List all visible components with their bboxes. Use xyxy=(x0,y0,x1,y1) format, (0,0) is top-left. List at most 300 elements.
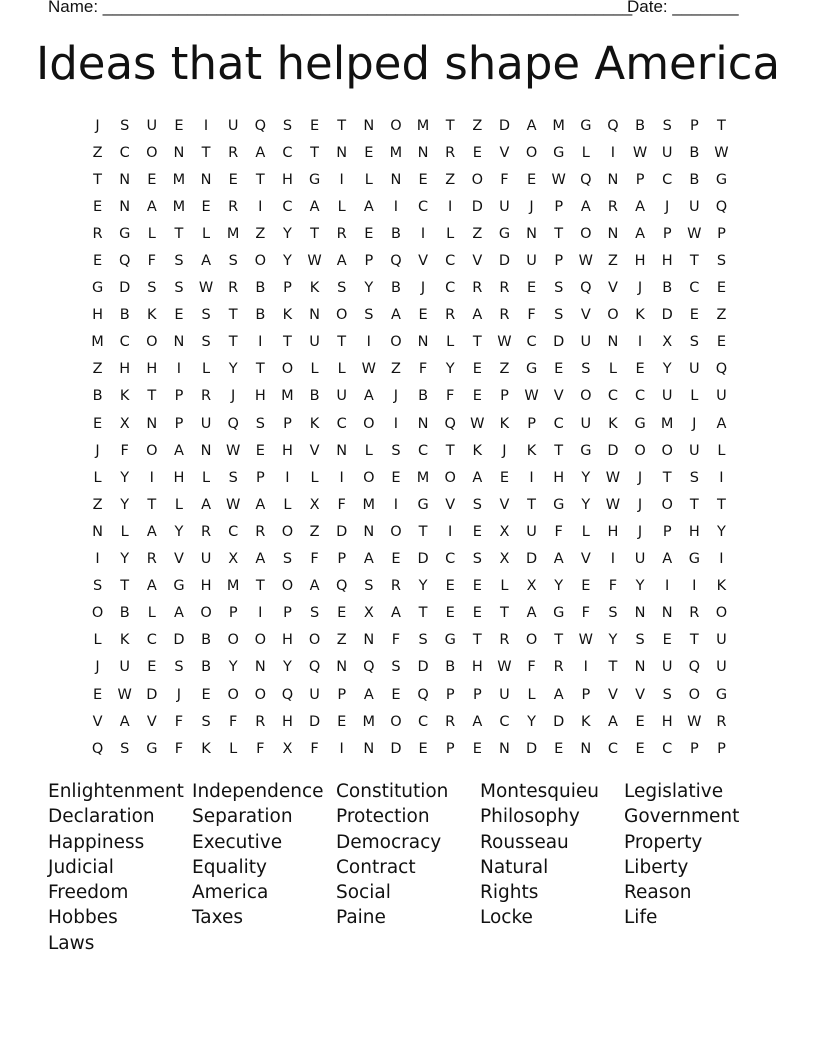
grid-letter[interactable]: N xyxy=(417,144,429,161)
grid-letter[interactable]: Q xyxy=(91,740,104,757)
grid-letter[interactable]: G xyxy=(146,740,158,757)
grid-letter[interactable]: G xyxy=(715,171,728,188)
grid-letter[interactable]: E xyxy=(472,740,482,757)
grid-letter[interactable]: N xyxy=(417,334,429,351)
grid-letter[interactable]: W xyxy=(714,144,729,161)
grid-letter[interactable]: Y xyxy=(608,632,618,649)
grid-letter[interactable]: W xyxy=(578,253,593,270)
grid-letter[interactable]: X xyxy=(499,523,510,540)
grid-letter[interactable]: O xyxy=(634,442,646,459)
grid-letter[interactable]: T xyxy=(554,632,564,649)
grid-letter[interactable]: P xyxy=(337,686,347,703)
grid-letter[interactable]: I xyxy=(258,198,263,215)
grid-letter[interactable]: L xyxy=(202,469,211,486)
grid-letter[interactable]: Y xyxy=(527,713,536,730)
grid-letter[interactable]: T xyxy=(472,632,482,649)
grid-letter[interactable]: C xyxy=(119,144,130,161)
grid-letter[interactable]: H xyxy=(471,659,483,676)
grid-letter[interactable]: X xyxy=(526,578,537,595)
grid-letter[interactable]: H xyxy=(661,253,673,270)
grid-letter[interactable]: A xyxy=(553,551,564,568)
grid-letter[interactable]: G xyxy=(444,632,456,649)
grid-letter[interactable]: J xyxy=(637,280,643,297)
grid-letter[interactable]: O xyxy=(525,144,538,161)
grid-letter[interactable]: L xyxy=(581,523,590,540)
grid-letter[interactable]: E xyxy=(689,307,699,324)
date-field[interactable]: Date: _______ xyxy=(627,0,739,16)
grid-letter[interactable]: N xyxy=(390,171,402,188)
grid-letter[interactable]: A xyxy=(309,198,320,215)
grid-letter[interactable]: C xyxy=(662,171,673,188)
grid-letter[interactable]: X xyxy=(363,605,374,622)
grid-letter[interactable]: R xyxy=(255,523,266,540)
grid-letter[interactable]: R xyxy=(689,605,700,622)
grid-letter[interactable]: U xyxy=(309,686,320,703)
grid-letter[interactable]: A xyxy=(472,713,483,730)
grid-letter[interactable]: J xyxy=(665,198,670,215)
grid-letter[interactable]: N xyxy=(607,171,619,188)
grid-letter[interactable]: E xyxy=(255,442,265,459)
grid-letter[interactable]: G xyxy=(688,551,700,568)
grid-letter[interactable]: O xyxy=(607,307,619,324)
grid-letter[interactable]: R xyxy=(92,225,103,242)
grid-letter[interactable]: P xyxy=(337,551,347,568)
grid-letter[interactable]: T xyxy=(283,334,292,351)
grid-letter[interactable]: P xyxy=(364,253,374,270)
grid-letter[interactable]: B xyxy=(201,632,212,649)
grid-letter[interactable]: E xyxy=(391,551,401,568)
grid-letter[interactable]: J xyxy=(692,415,697,432)
grid-letter[interactable]: U xyxy=(580,334,592,351)
grid-letter[interactable]: B xyxy=(390,225,401,242)
grid-letter[interactable]: C xyxy=(146,632,157,649)
grid-letter[interactable]: S xyxy=(364,578,374,595)
grid-letter[interactable]: E xyxy=(445,578,455,595)
grid-letter[interactable]: S xyxy=(608,605,618,622)
grid-letter[interactable]: J xyxy=(529,198,534,215)
grid-letter[interactable]: O xyxy=(146,334,158,351)
grid-letter[interactable]: O xyxy=(254,686,267,703)
grid-letter[interactable]: E xyxy=(635,361,645,378)
grid-letter[interactable]: P xyxy=(662,523,672,540)
grid-letter[interactable]: W xyxy=(632,144,648,161)
grid-letter[interactable]: W xyxy=(497,659,512,676)
grid-letter[interactable]: A xyxy=(309,578,320,595)
grid-letter[interactable]: V xyxy=(499,496,510,513)
grid-letter[interactable]: S xyxy=(337,280,347,297)
grid-letter[interactable]: T xyxy=(662,469,672,486)
grid-letter[interactable]: R xyxy=(445,307,456,324)
grid-letter[interactable]: S xyxy=(554,307,564,324)
grid-letter[interactable]: E xyxy=(92,198,103,215)
grid-letter[interactable]: O xyxy=(715,605,728,622)
grid-letter[interactable]: E xyxy=(364,225,374,242)
grid-letter[interactable]: W xyxy=(497,334,512,351)
grid-letter[interactable]: C xyxy=(445,551,456,568)
grid-letter[interactable]: L xyxy=(310,361,319,378)
grid-letter[interactable]: T xyxy=(689,632,699,649)
grid-letter[interactable]: Z xyxy=(336,632,347,649)
grid-letter[interactable]: C xyxy=(282,144,293,161)
grid-letter[interactable]: N xyxy=(363,117,375,134)
grid-letter[interactable]: Y xyxy=(120,551,130,568)
grid-letter[interactable]: V xyxy=(309,442,320,459)
grid-letter[interactable]: O xyxy=(661,442,673,459)
grid-letter[interactable]: P xyxy=(662,225,672,242)
grid-letter[interactable]: O xyxy=(444,469,456,486)
grid-letter[interactable]: H xyxy=(92,307,104,324)
grid-letter[interactable]: E xyxy=(418,307,428,324)
grid-letter[interactable]: E xyxy=(418,171,428,188)
grid-letter[interactable]: X xyxy=(119,415,130,432)
grid-letter[interactable]: E xyxy=(472,361,482,378)
grid-letter[interactable]: S xyxy=(201,307,211,324)
grid-letter[interactable]: L xyxy=(581,144,590,161)
grid-letter[interactable]: R xyxy=(445,144,456,161)
grid-letter[interactable]: T xyxy=(337,334,347,351)
grid-letter[interactable]: U xyxy=(689,361,700,378)
grid-letter[interactable]: Q xyxy=(227,415,239,432)
grid-letter[interactable]: N xyxy=(336,144,348,161)
grid-letter[interactable]: S xyxy=(120,740,130,757)
grid-letter[interactable]: G xyxy=(91,280,104,297)
grid-letter[interactable]: W xyxy=(687,713,702,730)
grid-letter[interactable]: O xyxy=(661,496,673,513)
grid-letter[interactable]: R xyxy=(499,307,510,324)
grid-letter[interactable]: O xyxy=(580,388,592,405)
grid-letter[interactable]: E xyxy=(472,605,482,622)
grid-letter[interactable]: G xyxy=(553,605,565,622)
grid-letter[interactable]: Q xyxy=(607,117,619,134)
grid-letter[interactable]: N xyxy=(200,171,212,188)
grid-letter[interactable]: A xyxy=(526,117,537,134)
grid-letter[interactable]: N xyxy=(363,740,375,757)
grid-letter[interactable]: F xyxy=(391,632,401,649)
grid-letter[interactable]: B xyxy=(689,171,700,188)
grid-letter[interactable]: S xyxy=(174,253,184,270)
grid-letter[interactable]: L xyxy=(446,225,455,242)
grid-letter[interactable]: E xyxy=(499,469,510,486)
grid-letter[interactable]: I xyxy=(95,551,100,568)
grid-letter[interactable]: U xyxy=(689,442,700,459)
grid-letter[interactable]: Z xyxy=(472,225,483,242)
grid-letter[interactable]: D xyxy=(661,307,673,324)
grid-letter[interactable]: Z xyxy=(607,253,618,270)
grid-letter[interactable]: A xyxy=(472,469,483,486)
grid-letter[interactable]: B xyxy=(662,280,673,297)
grid-letter[interactable]: S xyxy=(92,578,103,595)
grid-letter[interactable]: L xyxy=(283,496,292,513)
grid-letter[interactable]: N xyxy=(119,198,131,215)
grid-letter[interactable]: F xyxy=(174,740,184,757)
grid-letter[interactable]: R xyxy=(201,523,212,540)
grid-letter[interactable]: Q xyxy=(715,361,728,378)
grid-letter[interactable]: R xyxy=(255,713,266,730)
grid-letter[interactable]: V xyxy=(607,686,618,703)
grid-letter[interactable]: A xyxy=(390,605,401,622)
grid-letter[interactable]: E xyxy=(526,280,537,297)
grid-letter[interactable]: N xyxy=(499,740,510,757)
grid-letter[interactable]: D xyxy=(119,280,131,297)
grid-letter[interactable]: R xyxy=(228,144,239,161)
grid-letter[interactable]: D xyxy=(336,523,348,540)
grid-letter[interactable]: L xyxy=(717,442,726,459)
grid-letter[interactable]: O xyxy=(471,171,484,188)
grid-letter[interactable]: D xyxy=(553,713,565,730)
grid-letter[interactable]: D xyxy=(471,198,483,215)
grid-letter[interactable]: T xyxy=(228,334,238,351)
grid-letter[interactable]: R xyxy=(607,198,618,215)
grid-letter[interactable]: Z xyxy=(445,171,456,188)
grid-letter[interactable]: I xyxy=(149,469,154,486)
grid-letter[interactable]: O xyxy=(254,632,267,649)
grid-letter[interactable]: S xyxy=(255,415,265,432)
grid-letter[interactable]: K xyxy=(472,442,483,459)
grid-letter[interactable]: C xyxy=(445,280,456,297)
grid-letter[interactable]: L xyxy=(310,469,319,486)
grid-letter[interactable]: H xyxy=(688,523,700,540)
grid-letter[interactable]: S xyxy=(228,469,238,486)
grid-letter[interactable]: F xyxy=(554,523,563,540)
grid-letter[interactable]: M xyxy=(552,117,565,134)
grid-letter[interactable]: D xyxy=(146,686,158,703)
grid-letter[interactable]: G xyxy=(580,442,592,459)
grid-letter[interactable]: O xyxy=(390,117,402,134)
grid-letter[interactable]: E xyxy=(472,388,482,405)
grid-letter[interactable]: Y xyxy=(283,659,292,676)
grid-letter[interactable]: V xyxy=(553,388,564,405)
grid-letter[interactable]: V xyxy=(580,307,591,324)
grid-letter[interactable]: H xyxy=(281,713,293,730)
grid-letter[interactable]: O xyxy=(390,523,402,540)
grid-letter[interactable]: A xyxy=(363,388,374,405)
grid-letter[interactable]: K xyxy=(635,307,645,324)
grid-letter[interactable]: T xyxy=(337,117,347,134)
grid-letter[interactable]: I xyxy=(610,551,616,568)
grid-letter[interactable]: T xyxy=(147,388,157,405)
grid-letter[interactable]: W xyxy=(605,469,621,486)
grid-letter[interactable]: S xyxy=(201,713,211,730)
grid-letter[interactable]: S xyxy=(472,551,482,568)
grid-letter[interactable]: B xyxy=(201,659,212,676)
grid-letter[interactable]: J xyxy=(95,659,100,676)
grid-letter[interactable]: A xyxy=(201,496,212,513)
grid-letter[interactable]: B xyxy=(635,117,646,134)
grid-letter[interactable]: E xyxy=(337,713,347,730)
grid-letter[interactable]: I xyxy=(258,605,263,622)
grid-letter[interactable]: T xyxy=(255,361,265,378)
grid-letter[interactable]: G xyxy=(417,496,429,513)
grid-letter[interactable]: S xyxy=(418,632,428,649)
grid-letter[interactable]: W xyxy=(361,361,376,378)
grid-letter[interactable]: U xyxy=(526,253,537,270)
grid-letter[interactable]: H xyxy=(200,578,212,595)
grid-letter[interactable]: C xyxy=(499,713,510,730)
grid-letter[interactable]: L xyxy=(202,361,211,378)
grid-letter[interactable]: F xyxy=(500,171,509,188)
grid-letter[interactable]: E xyxy=(174,117,184,134)
grid-letter[interactable]: C xyxy=(418,198,429,215)
grid-letter[interactable]: Z xyxy=(472,117,483,134)
grid-letter[interactable]: L xyxy=(93,632,102,649)
grid-letter[interactable]: E xyxy=(391,469,401,486)
grid-letter[interactable]: U xyxy=(499,686,510,703)
grid-letter[interactable]: B xyxy=(119,605,130,622)
grid-letter[interactable]: H xyxy=(173,469,185,486)
grid-letter[interactable]: A xyxy=(201,253,212,270)
grid-letter[interactable]: T xyxy=(445,442,455,459)
grid-letter[interactable]: W xyxy=(226,496,241,513)
grid-letter[interactable]: I xyxy=(610,144,616,161)
grid-letter[interactable]: Y xyxy=(364,280,374,297)
grid-letter[interactable]: P xyxy=(228,605,238,622)
grid-letter[interactable]: C xyxy=(526,334,537,351)
grid-letter[interactable]: C xyxy=(445,253,456,270)
grid-letter[interactable]: E xyxy=(92,686,103,703)
grid-letter[interactable]: O xyxy=(146,442,158,459)
grid-letter[interactable]: S xyxy=(174,280,184,297)
grid-letter[interactable]: A xyxy=(363,686,374,703)
grid-letter[interactable]: R xyxy=(716,713,727,730)
name-field[interactable]: Name: ________________________________________________________ xyxy=(48,0,633,16)
grid-letter[interactable]: P xyxy=(527,415,536,432)
grid-letter[interactable]: R xyxy=(201,388,212,405)
grid-letter[interactable]: I xyxy=(285,469,290,486)
grid-letter[interactable]: E xyxy=(635,713,645,730)
grid-letter[interactable]: G xyxy=(715,686,728,703)
grid-letter[interactable]: Y xyxy=(283,225,292,242)
grid-letter[interactable]: R xyxy=(146,551,157,568)
grid-letter[interactable]: T xyxy=(120,578,130,595)
grid-letter[interactable]: V xyxy=(445,496,456,513)
grid-letter[interactable]: Q xyxy=(118,253,131,270)
grid-letter[interactable]: V xyxy=(499,144,510,161)
grid-letter[interactable]: F xyxy=(608,578,618,595)
grid-letter[interactable]: U xyxy=(146,117,158,134)
grid-letter[interactable]: S xyxy=(689,334,699,351)
grid-letter[interactable]: V xyxy=(580,551,591,568)
grid-letter[interactable]: O xyxy=(200,605,212,622)
grid-letter[interactable]: G xyxy=(580,117,592,134)
grid-letter[interactable]: U xyxy=(661,144,673,161)
grid-letter[interactable]: S xyxy=(635,632,645,649)
grid-letter[interactable]: B xyxy=(390,280,401,297)
grid-letter[interactable]: P xyxy=(500,388,509,405)
grid-letter[interactable]: G xyxy=(308,171,321,188)
grid-letter[interactable]: F xyxy=(229,713,238,730)
grid-letter[interactable]: J xyxy=(95,442,100,459)
grid-letter[interactable]: T xyxy=(228,307,238,324)
grid-letter[interactable]: O xyxy=(335,307,348,324)
grid-letter[interactable]: E xyxy=(635,740,645,757)
grid-letter[interactable]: T xyxy=(472,334,482,351)
grid-letter[interactable]: P xyxy=(174,388,184,405)
grid-letter[interactable]: Y xyxy=(228,361,238,378)
grid-letter[interactable]: P xyxy=(689,740,699,757)
grid-letter[interactable]: F xyxy=(147,253,156,270)
grid-letter[interactable]: J xyxy=(637,496,643,513)
grid-letter[interactable]: D xyxy=(498,253,511,270)
grid-letter[interactable]: C xyxy=(553,415,564,432)
grid-letter[interactable]: Y xyxy=(635,578,645,595)
grid-letter[interactable]: N xyxy=(634,605,646,622)
grid-letter[interactable]: A xyxy=(526,605,537,622)
grid-letter[interactable]: W xyxy=(198,280,214,297)
grid-letter[interactable]: M xyxy=(91,334,104,351)
grid-letter[interactable]: B xyxy=(445,659,456,676)
grid-letter[interactable]: U xyxy=(200,551,212,568)
grid-letter[interactable]: I xyxy=(258,334,263,351)
grid-letter[interactable]: E xyxy=(554,740,564,757)
grid-letter[interactable]: Q xyxy=(715,198,728,215)
grid-letter[interactable]: D xyxy=(390,740,402,757)
grid-letter[interactable]: N xyxy=(336,659,348,676)
grid-letter[interactable]: J xyxy=(420,280,426,297)
grid-letter[interactable]: V xyxy=(635,686,646,703)
grid-letter[interactable]: S xyxy=(472,496,482,513)
grid-letter[interactable]: Y xyxy=(283,253,292,270)
grid-letter[interactable]: W xyxy=(524,388,539,405)
grid-letter[interactable]: I xyxy=(339,469,344,486)
grid-letter[interactable]: W xyxy=(605,496,621,513)
grid-letter[interactable]: C xyxy=(418,442,429,459)
grid-letter[interactable]: T xyxy=(147,496,157,513)
grid-letter[interactable]: E xyxy=(472,578,482,595)
grid-letter[interactable]: D xyxy=(525,551,538,568)
grid-letter[interactable]: C xyxy=(336,415,347,432)
grid-letter[interactable]: M xyxy=(389,144,403,161)
grid-letter[interactable]: A xyxy=(363,198,374,215)
grid-letter[interactable]: N xyxy=(309,307,320,324)
grid-letter[interactable]: H xyxy=(146,361,158,378)
grid-letter[interactable]: S xyxy=(147,280,157,297)
grid-letter[interactable]: L xyxy=(527,686,536,703)
grid-letter[interactable]: D xyxy=(553,334,565,351)
grid-letter[interactable]: O xyxy=(580,225,592,242)
grid-letter[interactable]: F xyxy=(337,496,346,513)
grid-letter[interactable]: Z xyxy=(255,225,266,242)
grid-letter[interactable]: I xyxy=(339,171,344,188)
grid-letter[interactable]: T xyxy=(255,171,265,188)
grid-letter[interactable]: J xyxy=(176,686,182,703)
grid-letter[interactable]: G xyxy=(553,144,565,161)
grid-letter[interactable]: U xyxy=(634,551,646,568)
grid-letter[interactable]: E xyxy=(228,171,238,188)
grid-letter[interactable]: E xyxy=(337,605,347,622)
grid-letter[interactable]: L xyxy=(120,523,129,540)
grid-letter[interactable]: P xyxy=(283,280,292,297)
grid-letter[interactable]: P xyxy=(717,740,726,757)
grid-letter[interactable]: D xyxy=(308,713,321,730)
grid-letter[interactable]: Q xyxy=(281,686,294,703)
grid-letter[interactable]: I xyxy=(529,469,534,486)
grid-letter[interactable]: A xyxy=(472,307,483,324)
grid-letter[interactable]: O xyxy=(91,605,104,622)
grid-letter[interactable]: P xyxy=(717,225,726,242)
grid-letter[interactable]: L xyxy=(174,496,183,513)
grid-letter[interactable]: T xyxy=(554,225,564,242)
grid-letter[interactable]: L xyxy=(93,469,102,486)
grid-letter[interactable]: T xyxy=(608,659,618,676)
grid-letter[interactable]: E xyxy=(309,117,320,134)
grid-letter[interactable]: Q xyxy=(363,659,375,676)
grid-letter[interactable]: T xyxy=(255,578,265,595)
grid-letter[interactable]: A xyxy=(173,605,184,622)
grid-letter[interactable]: S xyxy=(689,469,699,486)
grid-letter[interactable]: I xyxy=(393,198,399,215)
grid-letter[interactable]: H xyxy=(254,388,266,405)
grid-letter[interactable]: L xyxy=(202,225,211,242)
